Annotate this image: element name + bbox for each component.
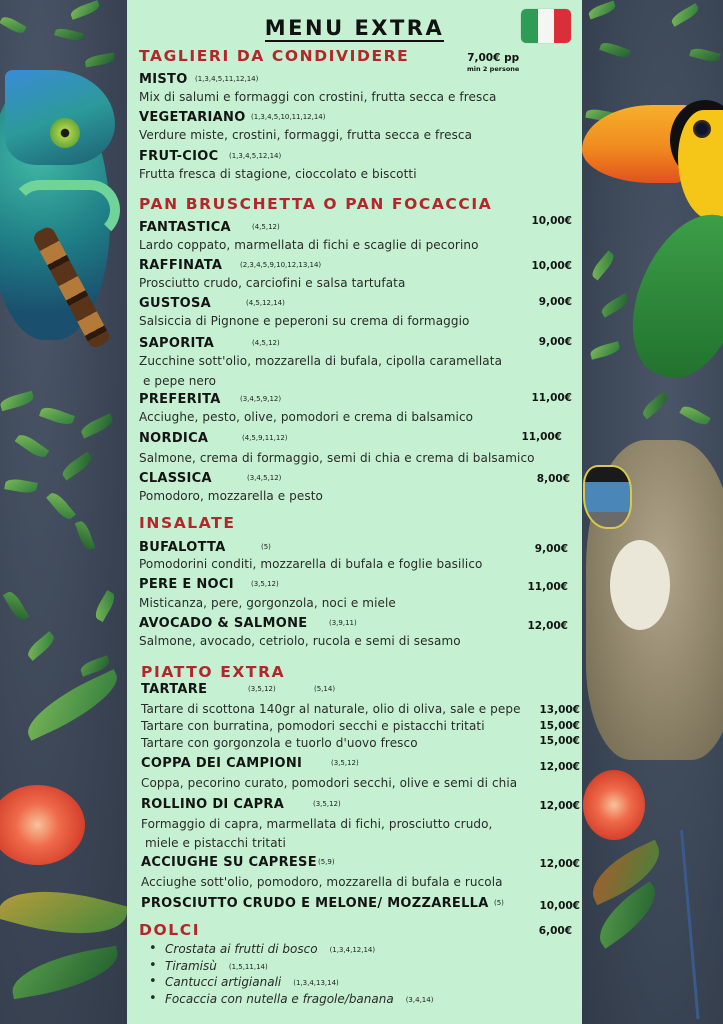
price-min-note: min 2 persone bbox=[467, 65, 520, 73]
section-title-insalate: INSALATE bbox=[139, 514, 236, 532]
item-allergens: (5) bbox=[261, 543, 271, 551]
item-allergens: (3,9,11) bbox=[329, 619, 357, 627]
item-description: Lardo coppato, marmellata di fichi e scaglie di pecorino bbox=[139, 238, 479, 252]
dolci-list bbox=[149, 942, 433, 1008]
item-name: COPPA DEI CAMPIONI bbox=[141, 756, 303, 771]
section-title-pan-bruschetta: PAN BRUSCHETTA O PAN FOCACCIA bbox=[139, 195, 493, 213]
dessert-item bbox=[149, 975, 433, 992]
menu-item-vegetariano bbox=[139, 110, 572, 130]
dessert-item bbox=[149, 942, 433, 959]
menu-item-classica bbox=[139, 471, 572, 491]
item-name: NORDICA bbox=[139, 431, 209, 446]
menu-panel bbox=[127, 0, 582, 1024]
item-name: VEGETARIANO bbox=[139, 110, 246, 125]
menu-item-acciughe-su-caprese bbox=[141, 855, 580, 875]
dessert-name: Crostata ai frutti di bosco bbox=[165, 942, 318, 956]
item-name: RAFFINATA bbox=[139, 258, 223, 273]
item-name: GUSTOSA bbox=[139, 296, 212, 311]
item-description: Mix di salumi e formaggi con crostini, frutta secca e fresca bbox=[139, 90, 497, 104]
chameleon-eye bbox=[50, 118, 80, 148]
dessert-item bbox=[149, 959, 433, 976]
item-name: ROLLINO DI CAPRA bbox=[141, 797, 285, 812]
tartare-variant bbox=[141, 736, 580, 756]
item-name: FRUT-CIOC bbox=[139, 149, 219, 164]
item-description: Frutta fresca di stagione, cioccolato e biscotti bbox=[139, 167, 417, 181]
item-allergens: (4,5,12) bbox=[252, 339, 280, 347]
item-price: 11,00€ bbox=[527, 581, 568, 593]
section-title-dolci: DOLCI bbox=[139, 921, 201, 939]
item-description: Acciughe sott'olio, pomodoro, mozzarella di bufala e rucola bbox=[141, 875, 503, 889]
dessert-allergens: (1,3,4,13,14) bbox=[293, 979, 339, 987]
menu-item-frut-cioc bbox=[139, 149, 572, 169]
item-name: PREFERITA bbox=[139, 392, 221, 407]
item-price: 10,00€ bbox=[531, 260, 572, 272]
item-allergens: (3,5,12) bbox=[313, 800, 341, 808]
variant-description: Tartare di scottona 140gr al naturale, olio di oliva, sale e pepe bbox=[141, 702, 521, 716]
chameleon-tail bbox=[10, 180, 120, 240]
item-allergens: (4,5,12) bbox=[252, 223, 280, 231]
item-name: FANTASTICA bbox=[139, 220, 231, 235]
item-name: BUFALOTTA bbox=[139, 540, 226, 555]
item-price: 8,00€ bbox=[536, 473, 570, 485]
section-title-piatto-extra: PIATTO EXTRA bbox=[141, 663, 286, 681]
item-price: 12,00€ bbox=[539, 800, 580, 812]
item-name: AVOCADO & SALMONE bbox=[139, 616, 308, 631]
item-price: 10,00€ bbox=[539, 900, 580, 912]
dolci-price: 6,00€ bbox=[538, 925, 572, 937]
menu-item-pere-e-noci bbox=[139, 577, 572, 597]
item-description: Misticanza, pere, gorgonzola, noci e miele bbox=[139, 596, 396, 610]
item-name: MISTO bbox=[139, 72, 188, 87]
item-allergens: (3,4,5,9,12) bbox=[240, 395, 282, 403]
toucan-eye bbox=[693, 120, 711, 138]
variant-price: 13,00€ bbox=[539, 704, 580, 716]
menu-item-avocado-salmone bbox=[139, 616, 572, 636]
mandrill-chest bbox=[610, 540, 670, 630]
item-name: SAPORITA bbox=[139, 336, 215, 351]
item-price: 10,00€ bbox=[531, 215, 572, 227]
item-description: Pomodoro, mozzarella e pesto bbox=[139, 489, 323, 503]
item-description: Coppa, pecorino curato, pomodori secchi, olive e semi di chia bbox=[141, 776, 518, 790]
menu-item-prosciutto-melone bbox=[141, 896, 580, 916]
section-title-taglieri: TAGLIERI DA CONDIVIDERE bbox=[139, 47, 410, 65]
item-allergens: (3,5,12) bbox=[248, 685, 276, 693]
menu-item-tartare bbox=[141, 682, 572, 702]
italy-flag-icon bbox=[521, 9, 571, 43]
taglieri-price bbox=[467, 52, 519, 73]
item-description: Prosciutto crudo, carciofini e salsa tartufata bbox=[139, 276, 406, 290]
item-allergens-secondary: (5,14) bbox=[314, 685, 336, 693]
item-name: PROSCIUTTO CRUDO E MELONE/ MOZZARELLA bbox=[141, 896, 489, 911]
item-allergens: (2,3,4,5,9,10,12,13,14) bbox=[240, 261, 322, 269]
item-price: 12,00€ bbox=[539, 858, 580, 870]
item-name: PERE E NOCI bbox=[139, 577, 234, 592]
item-description-continued: e pepe nero bbox=[143, 374, 217, 388]
mandrill-face bbox=[583, 465, 632, 529]
item-description: Salmone, avocado, cetriolo, rucola e semi di sesamo bbox=[139, 634, 461, 648]
dessert-allergens: (1,3,4,12,14) bbox=[329, 946, 376, 954]
item-price: 9,00€ bbox=[534, 543, 568, 555]
menu-item-gustosa bbox=[139, 296, 572, 316]
item-name: ACCIUGHE SU CAPRESE bbox=[141, 855, 317, 870]
item-allergens: (4,5,12,14) bbox=[246, 299, 285, 307]
item-description: Acciughe, pesto, olive, pomodori e crema di balsamico bbox=[139, 410, 474, 424]
item-allergens: (1,3,4,5,12,14) bbox=[229, 152, 282, 160]
item-description: Formaggio di capra, marmellata di fichi, prosciutto crudo, bbox=[141, 817, 493, 831]
menu-item-coppa-dei-campioni bbox=[141, 756, 580, 776]
dessert-name: Focaccia con nutella e fragole/banana bbox=[165, 991, 394, 1006]
item-description: Salmone, crema di formaggio, semi di chia e crema di balsamico bbox=[139, 451, 535, 465]
menu-item-preferita bbox=[139, 392, 572, 412]
dessert-item bbox=[149, 992, 433, 1009]
menu-title-text: MENU EXTRA bbox=[264, 16, 445, 40]
item-allergens: (5) bbox=[494, 899, 504, 907]
item-price: 12,00€ bbox=[527, 620, 568, 632]
item-price: 9,00€ bbox=[538, 296, 572, 308]
dessert-allergens: (3,4,14) bbox=[405, 995, 434, 1004]
menu-title bbox=[127, 16, 582, 40]
item-name: CLASSICA bbox=[139, 471, 212, 486]
dessert-name: Tiramisù bbox=[165, 958, 217, 973]
menu-item-nordica bbox=[139, 431, 572, 451]
variant-description: Tartare con burratina, pomodori secchi e pistacchi tritati bbox=[141, 719, 485, 733]
dessert-name: Cantucci artigianali bbox=[165, 975, 282, 989]
price-per-person: 7,00€ pp bbox=[467, 52, 520, 64]
item-description-continued: miele e pistacchi tritati bbox=[145, 836, 286, 850]
item-allergens: (5,9) bbox=[318, 858, 335, 866]
item-price: 9,00€ bbox=[538, 336, 572, 348]
dessert-allergens: (1,5,11,14) bbox=[228, 962, 268, 971]
item-description: Pomodorini conditi, mozzarella di bufala e foglie basilico bbox=[139, 557, 483, 571]
menu-item-misto bbox=[139, 72, 572, 92]
menu-item-saporita bbox=[139, 336, 572, 356]
item-allergens: (4,5,9,11,12) bbox=[242, 434, 288, 442]
item-price: 11,00€ bbox=[521, 431, 562, 443]
item-allergens: (3,5,12) bbox=[251, 580, 279, 588]
item-description: Zucchine sott'olio, mozzarella di bufala, cipolla caramellata bbox=[139, 354, 503, 368]
item-price: 12,00€ bbox=[539, 761, 580, 773]
hibiscus-flower bbox=[583, 770, 645, 840]
item-allergens: (3,5,12) bbox=[331, 759, 359, 767]
item-description: Verdure miste, crostini, formaggi, frutta secca e fresca bbox=[139, 128, 473, 142]
menu-item-rollino-di-capra bbox=[141, 797, 580, 817]
item-description: Salsiccia di Pignone e peperoni su crema di formaggio bbox=[139, 314, 470, 328]
item-allergens: (3,4,5,12) bbox=[247, 474, 282, 482]
item-name: TARTARE bbox=[141, 682, 208, 697]
item-allergens: (1,3,4,5,11,12,14) bbox=[195, 75, 259, 83]
variant-price: 15,00€ bbox=[539, 720, 580, 732]
item-allergens: (1,3,4,5,10,11,12,14) bbox=[251, 113, 326, 121]
menu-item-raffinata bbox=[139, 258, 572, 278]
item-price: 11,00€ bbox=[531, 392, 572, 404]
variant-price: 15,00€ bbox=[539, 735, 580, 747]
variant-description: Tartare con gorgonzola e tuorlo d'uovo fresco bbox=[141, 736, 418, 750]
menu-item-fantastica bbox=[139, 215, 572, 240]
